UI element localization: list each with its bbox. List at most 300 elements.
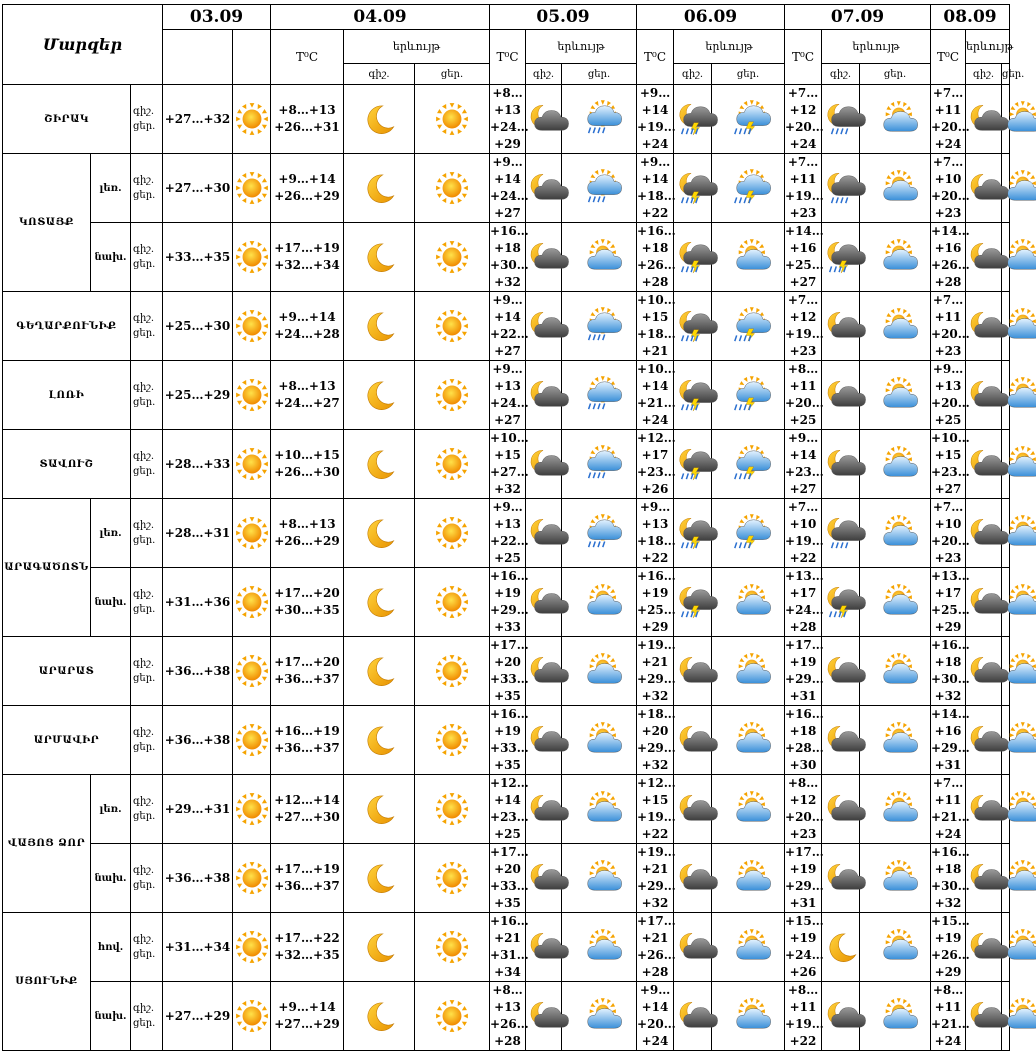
temp-0309: +25…+30 [163,292,233,361]
night-day-labels [131,775,163,844]
night-temp: +17…+19 [785,638,824,669]
temp-range [490,292,529,361]
day-temp: +30…+35 [274,603,340,617]
sun-cloud-icon [582,999,616,1033]
day-weather-cell [860,844,931,913]
temp-range [490,430,529,499]
night-header: գիշ. [674,64,712,85]
day-temp: +26…+28 [931,258,970,289]
night-label: գիշ. [133,313,155,324]
table-row [3,568,1010,637]
temp-0309: +31…+34 [163,913,233,982]
night-weather-cell [966,982,1002,1051]
night-day-labels [131,499,163,568]
moon-cloud-icon [527,171,561,205]
day-label: ցեր. [133,121,156,132]
date-header: 04.09 [271,5,490,30]
day-weather-cell [860,430,931,499]
night-temp: +9…+14 [278,1000,336,1014]
day-label: ցեր. [133,535,156,546]
temp-0309: +33…+35 [163,223,233,292]
night-temp: +16…+21 [490,914,529,945]
night-temp: +8…+12 [787,776,819,807]
day-header: ցեր. [860,64,931,85]
night-weather-cell [966,706,1002,775]
sun-cloud-icon [878,516,912,550]
moon-icon [362,792,396,826]
temp-range [271,499,344,568]
sun-cloud-icon [731,654,765,688]
night-header: գիշ. [526,64,562,85]
day-weather-cell [415,706,490,775]
day-temp: +32…+35 [274,948,340,962]
sun-icon [235,930,269,964]
night-weather-cell [966,361,1002,430]
night-weather-cell [966,430,1002,499]
moon-cloud-storm-icon [676,309,710,343]
moon-cloud-icon [824,861,858,895]
day-temp: +26…+31 [274,120,340,134]
day-temp: +24…+27 [490,396,529,427]
moon-icon [362,309,396,343]
night-weather-cell [344,223,415,292]
night-temp: +14…+16 [931,707,970,738]
table-row [3,913,1010,982]
sun-cloud-icon [878,102,912,136]
temp-0309: +28…+33 [163,430,233,499]
moon-cloud-icon [967,378,1001,412]
moon-cloud-storm-icon [676,378,710,412]
temp-range [785,982,822,1051]
temp-range [931,499,970,568]
day-temp: +31…+34 [490,948,529,979]
day-temp: +24…+29 [490,120,529,151]
day-temp: +20…+25 [931,396,970,427]
day-weather-cell [562,154,637,223]
night-weather-cell [526,361,562,430]
sun-icon [435,861,469,895]
day-weather-cell [860,706,931,775]
day-temp: +21…+24 [637,396,676,427]
day-weather-cell [860,223,931,292]
sun-cloud-storm-icon [731,309,765,343]
temp-range [271,844,344,913]
night-temp: +8…+13 [278,517,336,531]
night-weather-cell [822,361,860,430]
day-temp: +20…+25 [785,396,824,427]
night-weather-cell [674,844,712,913]
sun-cloud-icon [878,723,912,757]
day-temp: +29…+32 [637,741,676,772]
subregion-label: լեռ. [91,499,131,568]
temp-range [785,775,822,844]
sun-cloud-icon [1002,654,1036,688]
temp-range [785,292,822,361]
weather-cell [233,499,271,568]
sun-icon [235,723,269,757]
day-weather-cell [562,85,637,154]
day-temp: +25…+29 [637,603,676,634]
temp-0309: +27…+32 [163,85,233,154]
night-temp: +17…+20 [274,586,340,600]
night-weather-cell [966,844,1002,913]
temp-range [637,568,674,637]
night-temp: +7…+11 [787,155,819,186]
sun-cloud-icon [1002,999,1036,1033]
sun-cloud-icon [1002,447,1036,481]
sun-cloud-rain-icon [582,378,616,412]
temp-header: T⁰C [271,30,344,85]
temp-range [271,223,344,292]
day-temp: +18…+21 [637,327,676,358]
temp-range [785,637,822,706]
temp-header: T⁰C [490,30,526,85]
day-weather-cell [415,775,490,844]
day-temp: +22…+27 [490,327,529,358]
night-weather-cell [344,706,415,775]
day-label: ցեր. [133,811,156,822]
night-label: գիշ. [133,1003,155,1014]
temp-header: T⁰C [785,30,822,85]
night-weather-cell [526,706,562,775]
night-temp: +10…+15 [931,431,970,462]
temp-range [931,637,970,706]
night-label: գիշ. [133,589,155,600]
day-weather-cell [712,499,785,568]
subregion-label: նախ. [91,982,131,1051]
moon-cloud-icon [824,447,858,481]
moon-cloud-icon [967,102,1001,136]
table-row [3,637,1010,706]
empty-header [163,30,233,85]
day-label: ցեր. [133,466,156,477]
night-weather-cell [966,568,1002,637]
night-weather-cell [526,844,562,913]
sun-cloud-icon [1002,930,1036,964]
night-weather-cell [526,982,562,1051]
night-day-labels [131,85,163,154]
night-header: գիշ. [822,64,860,85]
sun-cloud-storm-icon [731,516,765,550]
day-temp: +18…+22 [637,189,676,220]
night-temp: +8…+13 [492,983,523,1014]
sun-icon [435,309,469,343]
temp-range [271,637,344,706]
night-day-labels [131,430,163,499]
region-name: ՍՅՈՒՆԻՔ [3,913,91,1051]
moon-cloud-storm-icon [824,585,858,619]
temp-range [785,844,822,913]
night-weather-cell [526,568,562,637]
night-weather-cell [822,430,860,499]
night-weather-cell [822,982,860,1051]
sun-cloud-icon [1002,171,1036,205]
night-weather-cell [674,775,712,844]
moon-icon [362,102,396,136]
night-weather-cell [344,775,415,844]
night-temp: +9…+14 [278,172,336,186]
day-temp: +23…+27 [785,465,824,496]
date-header: 07.09 [785,5,931,30]
day-weather-cell [562,361,637,430]
moon-cloud-storm-icon [676,171,710,205]
moon-cloud-rain-icon [824,102,858,136]
moon-cloud-icon [527,378,561,412]
day-temp: +29…+31 [931,741,970,772]
temp-range [785,430,822,499]
moon-icon [362,585,396,619]
temp-range [931,223,970,292]
temp-range [637,637,674,706]
day-weather-cell [562,637,637,706]
table-row [3,982,1010,1051]
day-weather-cell [712,913,785,982]
temp-range [931,85,970,154]
sun-icon [235,378,269,412]
night-temp: +14…+16 [785,224,824,255]
sun-icon [435,792,469,826]
night-temp: +8…+13 [278,103,336,117]
temp-range [637,775,674,844]
night-temp: +16…+18 [931,845,970,876]
night-weather-cell [674,430,712,499]
day-weather-cell [712,706,785,775]
sun-icon [235,516,269,550]
night-weather-cell [966,154,1002,223]
temp-range [490,499,529,568]
sun-cloud-icon [878,861,912,895]
night-temp: +10…+15 [490,431,529,462]
day-temp: +36…+37 [274,672,340,686]
night-weather-cell [966,292,1002,361]
sun-icon [435,102,469,136]
night-temp: +7…+10 [932,500,964,531]
day-weather-cell [860,499,931,568]
moon-cloud-icon [527,585,561,619]
moon-cloud-icon [824,654,858,688]
date-header: 06.09 [637,5,785,30]
day-temp: +19…+23 [785,189,824,220]
night-weather-cell [344,568,415,637]
temp-range [490,637,529,706]
night-temp: +8…+13 [492,86,523,117]
night-temp: +17…+21 [637,914,676,945]
night-label: գիշ. [133,451,155,462]
day-weather-cell [415,223,490,292]
night-temp: +7…+11 [932,293,964,324]
sun-cloud-icon [731,723,765,757]
sun-cloud-storm-icon [731,102,765,136]
day-temp: +26…+28 [490,1017,529,1048]
moon-cloud-storm-icon [676,447,710,481]
day-temp: +23…+25 [490,810,529,841]
day-temp: +26…+29 [274,189,340,203]
night-label: գիշ. [133,382,155,393]
region-name: ՏԱՎՈՒՇ [3,430,131,499]
day-temp: +24…+28 [785,603,824,634]
night-temp: +16…+18 [490,224,529,255]
sun-icon [435,654,469,688]
night-weather-cell [344,154,415,223]
subregion-label: հով. [91,913,131,982]
table-row [3,292,1010,361]
night-weather-cell [344,844,415,913]
moon-cloud-icon [967,792,1001,826]
night-temp: +17…+19 [785,845,824,876]
sun-cloud-icon [731,240,765,274]
day-temp: +26…+29 [274,534,340,548]
temp-range [785,706,822,775]
subregion-label: լեռ. [91,775,131,844]
sun-cloud-icon [878,309,912,343]
day-temp: +24…+27 [274,396,340,410]
night-weather-cell [822,292,860,361]
night-label: գիշ. [133,658,155,669]
region-name: ԳԵՂԱՐՔՈՒՆԻՔ [3,292,131,361]
sun-icon [435,999,469,1033]
sun-cloud-icon [878,447,912,481]
night-temp: +8…+11 [932,983,964,1014]
sun-icon [235,585,269,619]
night-weather-cell [674,913,712,982]
region-name: ԼՈՌԻ [3,361,131,430]
night-temp: +10…+15 [637,293,676,324]
moon-cloud-icon [824,792,858,826]
day-label: ցեր. [133,397,156,408]
night-weather-cell [674,223,712,292]
day-temp: +19…+22 [785,1017,824,1048]
subregion-label: նախ. [91,568,131,637]
temp-range [490,223,529,292]
night-temp: +9…+14 [492,293,523,324]
day-weather-cell [860,637,931,706]
day-weather-cell [712,568,785,637]
day-temp: +29…+31 [785,672,824,703]
day-temp: +20…+24 [785,120,824,151]
temp-range [637,430,674,499]
weather-cell [233,292,271,361]
day-temp: +24…+28 [274,327,340,341]
night-temp: +9…+14 [639,983,671,1014]
day-weather-cell [860,982,931,1051]
moon-icon [362,240,396,274]
sun-icon [435,447,469,481]
moon-cloud-icon [527,309,561,343]
sun-cloud-icon [878,654,912,688]
night-weather-cell [526,430,562,499]
night-temp: +16…+19 [490,707,529,738]
sun-cloud-icon [582,654,616,688]
moon-cloud-icon [527,792,561,826]
day-temp: +29…+32 [637,672,676,703]
moon-cloud-icon [676,723,710,757]
day-temp: +29…+33 [490,603,529,634]
day-temp: +29…+31 [785,879,824,910]
day-label: ցեր. [133,742,156,753]
day-weather-cell [712,637,785,706]
night-weather-cell [966,775,1002,844]
day-temp: +26…+29 [931,948,970,979]
day-temp: +30…+32 [931,672,970,703]
night-day-labels [131,706,163,775]
day-weather-cell [415,361,490,430]
temp-range [271,85,344,154]
moon-cloud-icon [527,240,561,274]
day-temp: +20…+24 [637,1017,676,1048]
temp-range [271,706,344,775]
day-weather-cell [562,844,637,913]
sun-cloud-icon [878,378,912,412]
temp-range [490,775,529,844]
sun-cloud-icon [878,792,912,826]
weather-cell [233,154,271,223]
night-temp: +19…+21 [637,638,676,669]
weather-cell [233,85,271,154]
date-header: 05.09 [490,5,637,30]
moon-cloud-icon [967,654,1001,688]
night-temp: +15…+19 [931,914,970,945]
temp-range [490,913,529,982]
night-weather-cell [526,913,562,982]
day-weather-cell [415,982,490,1051]
moon-cloud-storm-icon [676,240,710,274]
sun-cloud-icon [731,861,765,895]
night-weather-cell [822,844,860,913]
night-weather-cell [526,292,562,361]
table-row [3,85,1010,154]
night-weather-cell [822,706,860,775]
weather-cell [233,706,271,775]
moon-cloud-icon [967,447,1001,481]
moon-cloud-icon [824,723,858,757]
temp-range [637,85,674,154]
sun-icon [435,378,469,412]
day-weather-cell [712,361,785,430]
night-weather-cell [966,637,1002,706]
day-weather-cell [562,292,637,361]
sun-cloud-icon [1002,723,1036,757]
day-weather-cell [562,430,637,499]
moon-cloud-icon [676,930,710,964]
day-weather-cell [562,223,637,292]
temp-range [637,154,674,223]
temp-range [785,913,822,982]
sun-cloud-icon [1002,792,1036,826]
night-temp: +7…+11 [932,86,964,117]
night-temp: +17…+20 [274,655,340,669]
night-temp: +18…+20 [637,707,676,738]
sun-icon [235,240,269,274]
weather-cell [233,223,271,292]
day-weather-cell [712,154,785,223]
moon-icon [362,516,396,550]
moon-cloud-icon [967,240,1001,274]
moon-cloud-storm-icon [676,102,710,136]
night-weather-cell [966,85,1002,154]
sun-cloud-icon [582,792,616,826]
sun-cloud-icon [878,930,912,964]
day-weather-cell [415,85,490,154]
night-day-labels [131,292,163,361]
day-temp: +22…+25 [490,534,529,565]
region-name: ՇԻՐԱԿ [3,85,131,154]
moon-cloud-icon [967,861,1001,895]
day-header: ցեր. [562,64,637,85]
night-label: գիշ. [133,796,155,807]
day-weather-cell [562,706,637,775]
moon-cloud-icon [676,861,710,895]
sun-cloud-icon [1002,102,1036,136]
